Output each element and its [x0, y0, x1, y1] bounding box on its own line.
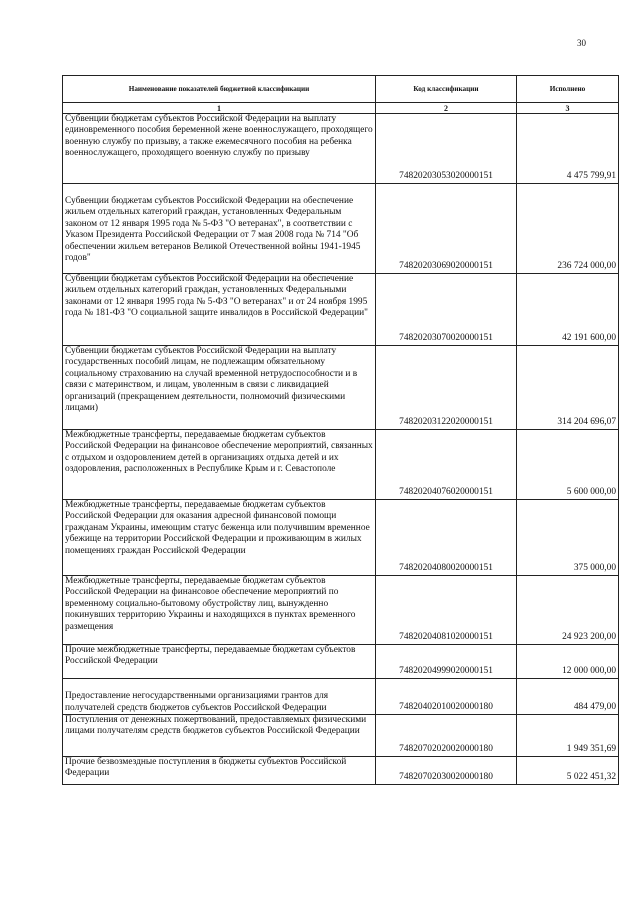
row-amount: 484 479,00: [517, 679, 619, 715]
page-number: 30: [577, 38, 586, 48]
header-code: Код классификации: [376, 76, 517, 103]
row-code: 74820402010020000180: [376, 679, 517, 715]
row-code: 74820204076020000151: [376, 430, 517, 500]
table-row: [63, 679, 619, 715]
row-code: 74820204081020000151: [376, 576, 517, 645]
row-code: 74820203070020000151: [376, 274, 517, 346]
row-name: Межбюджетные трансферты, передаваемые бюджетам субъектов Российской Федерации на финансовое обеспечение мероприятий по временному социально-бытовому обустройству лиц, вынужденно покинувших территорию Украины и находящихся в пунктах временного размещения: [63, 576, 376, 645]
table-row: [63, 430, 619, 500]
table-row: [63, 346, 619, 430]
row-amount: 314 204 696,07: [517, 346, 619, 430]
row-amount: 4 475 799,91: [517, 114, 619, 184]
row-amount: 12 000 000,00: [517, 645, 619, 679]
row-code: 74820203122020000151: [376, 346, 517, 430]
header-amount: Исполнено: [517, 76, 619, 103]
row-amount: 24 923 200,00: [517, 576, 619, 645]
row-name: Прочие межбюджетные трансферты, передаваемые бюджетам субъектов Российской Федерации: [63, 645, 376, 679]
row-name: Прочие безвозмездные поступления в бюджеты субъектов Российской Федерации: [63, 757, 376, 785]
column-number-1: 1: [63, 103, 376, 114]
row-name: Поступления от денежных пожертвований, предоставляемых физическими лицами получателям средств бюджетов субъектов Российской Федерации: [63, 715, 376, 757]
row-name: Субвенции бюджетам субъектов Российской Федерации на обеспечение жильем отдельных категорий граждан, установленных Федеральными законами от 12 января 1995 года № 5-ФЗ "О ветеранах" и от 24 ноября 1995 года № 181-ФЗ "О социальной защите инвалидов в Российской Федерации": [63, 274, 376, 346]
row-amount: 5 022 451,32: [517, 757, 619, 785]
row-amount: 42 191 600,00: [517, 274, 619, 346]
row-name: Субвенции бюджетам субъектов Российской Федерации на выплату государственных пособий лицам, не подлежащим обязательному социальному страхованию на случай временной нетрудоспособности и в связи с материнством, и лицам, уволенным в связи с ликвидацией организаций (прекращением деятельности, полномочий физическими лицами): [63, 346, 376, 430]
table-row: [63, 184, 619, 274]
table-row: [63, 576, 619, 645]
row-amount: 236 724 000,00: [517, 184, 619, 274]
table-row: [63, 757, 619, 785]
row-amount: 1 949 351,69: [517, 715, 619, 757]
row-code: 74820203069020000151: [376, 184, 517, 274]
row-name: Субвенции бюджетам субъектов Российской Федерации на выплату единовременного пособия беременной жене военнослужащего, проходящего военную службу по призыву, а также ежемесячного пособия на ребенка военнослужащего, проходящего военную службу по призыву: [63, 114, 376, 184]
row-name: Межбюджетные трансферты, передаваемые бюджетам субъектов Российской Федерации на финансовое обеспечение мероприятий, связанных с отдыхом и оздоровлением детей в организациях отдыха детей и их оздоровления, расположенных в Республике Крым и г. Севастополе: [63, 430, 376, 500]
row-name: Межбюджетные трансферты, передаваемые бюджетам субъектов Российской Федерации для оказания адресной финансовой помощи гражданам Украины, имеющим статус беженца или получившим временное убежище на территории Российской Федерации и проживающим в жилых помещениях граждан Российской Федерации: [63, 500, 376, 576]
budget-table: [62, 75, 619, 785]
column-number-row: [63, 103, 619, 114]
table-row: [63, 114, 619, 184]
table-row: [63, 500, 619, 576]
row-code: 74820204080020000151: [376, 500, 517, 576]
row-code: 74820203053020000151: [376, 114, 517, 184]
row-code: 74820702020020000180: [376, 715, 517, 757]
row-code: 74820702030020000180: [376, 757, 517, 785]
row-amount: 5 600 000,00: [517, 430, 619, 500]
column-number-3: 3: [517, 103, 619, 114]
table-row: [63, 645, 619, 679]
row-code: 74820204999020000151: [376, 645, 517, 679]
header-name: Наименование показателей бюджетной классификации: [63, 76, 376, 103]
table-row: [63, 715, 619, 757]
row-name: Предоставление негосударственными организациями грантов для получателей средств бюджетов субъектов Российской Федерации: [63, 679, 376, 715]
row-name: Субвенции бюджетам субъектов Российской Федерации на обеспечение жильем отдельных категорий граждан, установленных Федеральным законом от 12 января 1995 года № 5-ФЗ "О ветеранах", в соответствии с Указом Президента Российской Федерации от 7 мая 2008 года № 714 "Об обеспечении жильем ветеранов Великой Отечественной войны 1941-1945 годов": [63, 184, 376, 274]
row-amount: 375 000,00: [517, 500, 619, 576]
table-row: [63, 274, 619, 346]
column-number-2: 2: [376, 103, 517, 114]
header-row: [63, 76, 619, 103]
